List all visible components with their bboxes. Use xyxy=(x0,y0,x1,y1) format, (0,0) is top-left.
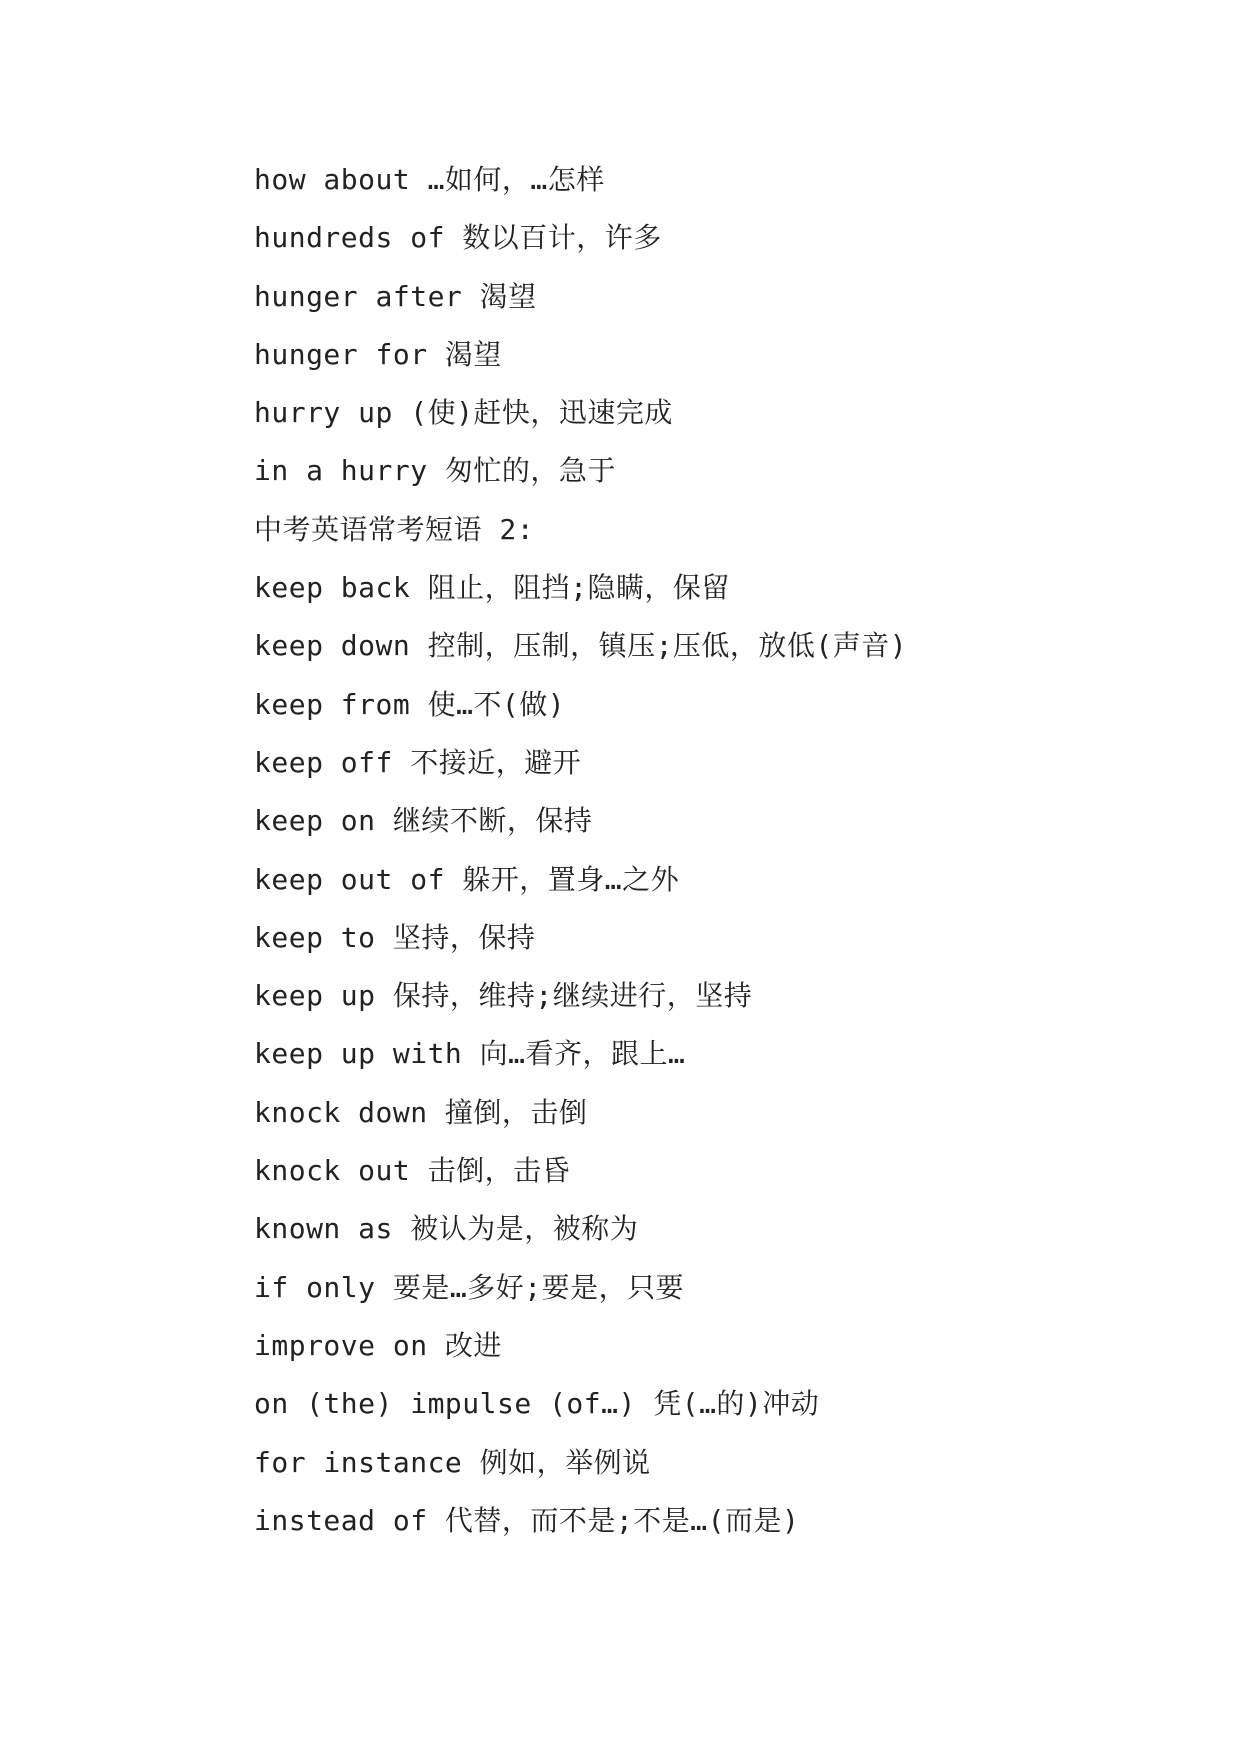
phrase-line: hundreds of 数以百计，许多 xyxy=(254,221,662,255)
phrase-line: keep down 控制，压制，镇压;压低，放低(声音) xyxy=(254,629,908,663)
phrase-line: knock down 撞倒，击倒 xyxy=(254,1095,588,1129)
phrase-line: keep off 不接近，避开 xyxy=(254,745,582,779)
phrase-line: keep back 阻止，阻挡;隐瞒，保留 xyxy=(254,571,730,605)
phrase-line: how about …如何，…怎样 xyxy=(254,163,605,196)
phrase-line: keep up with 向…看齐，跟上… xyxy=(254,1037,686,1071)
phrase-line: for instance 例如，举例说 xyxy=(254,1445,651,1479)
phrase-line: knock out 击倒，击昏 xyxy=(254,1154,571,1188)
phrase-line: on (the) impulse (of…) 凭(…的)冲动 xyxy=(254,1387,820,1421)
phrase-line: keep on 继续不断，保持 xyxy=(254,804,593,838)
phrase-line: keep out of 躲开，置身…之外 xyxy=(254,862,680,896)
phrase-line: keep from 使…不(做) xyxy=(254,687,566,721)
phrase-line: keep up 保持，维持;继续进行，坚持 xyxy=(254,979,753,1013)
phrase-line: if only 要是…多好;要是，只要 xyxy=(254,1270,685,1304)
phrase-line: known as 被认为是，被称为 xyxy=(254,1212,639,1246)
phrase-line: instead of 代替，而不是;不是…(而是) xyxy=(254,1503,800,1537)
section-heading: 中考英语常考短语 2: xyxy=(254,512,535,546)
phrase-line: hunger for 渴望 xyxy=(254,337,502,371)
phrase-line: keep to 坚持，保持 xyxy=(254,920,536,954)
phrase-list xyxy=(254,160,1154,1559)
phrase-line: hurry up (使)赶快，迅速完成 xyxy=(254,396,673,430)
phrase-line: in a hurry 匆忙的，急于 xyxy=(254,454,616,488)
phrase-line: hunger after 渴望 xyxy=(254,279,537,313)
phrase-line: improve on 改进 xyxy=(254,1328,502,1362)
